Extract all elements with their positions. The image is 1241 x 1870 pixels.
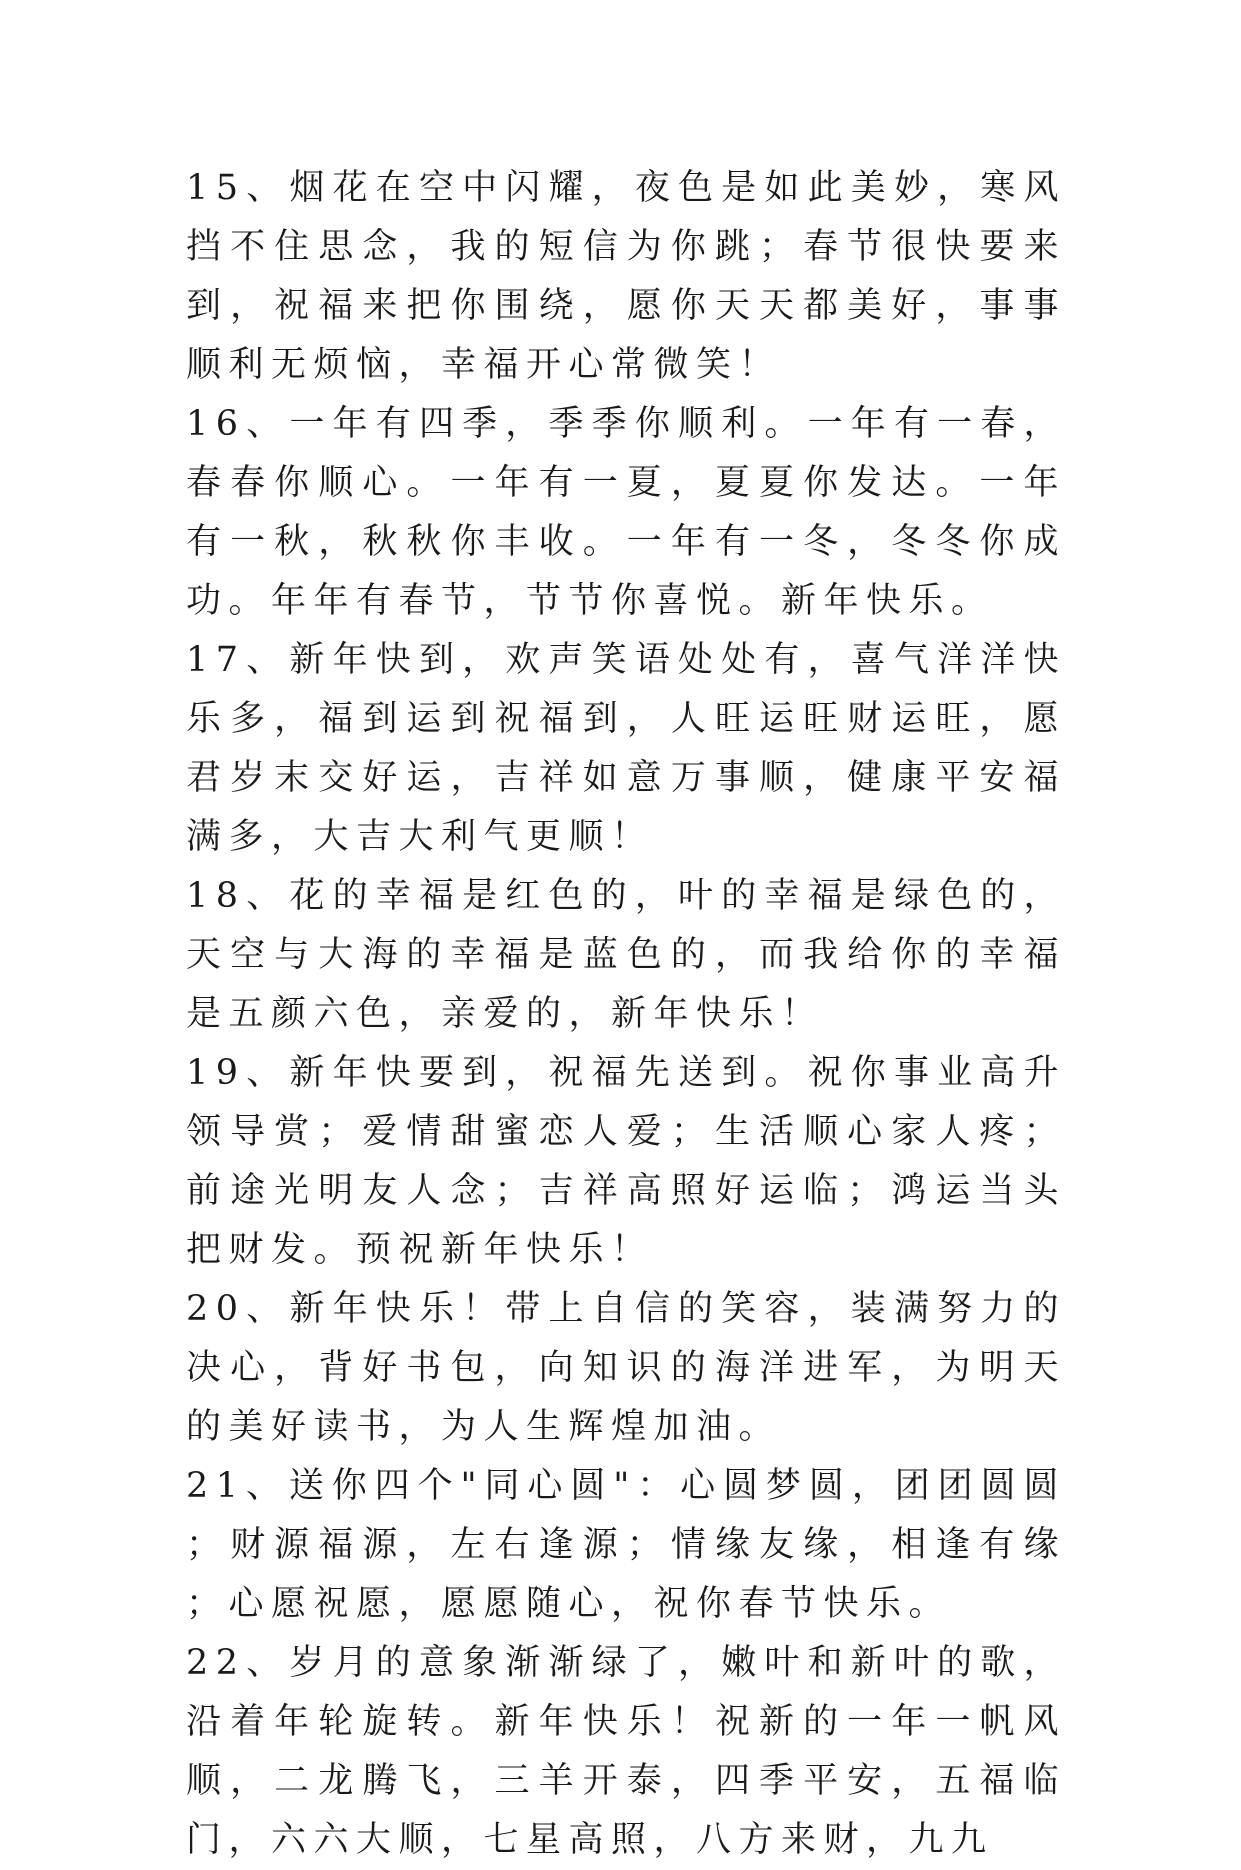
greeting-entry-17: 17、新年快到，欢声笑语处处有，喜气洋洋快乐多，福到运到祝福到，人旺运旺财运旺，愿君岁末交好运，吉祥如意万事顺，健康平安福满多，大吉大利气更顺！ [186, 640, 1066, 857]
greeting-entry-18: 18、花的幸福是红色的，叶的幸福是绿色的，天空与大海的幸福是蓝色的，而我给你的幸福是五颜六色，亲爱的，新年快乐！ [186, 876, 1066, 1034]
greeting-entry-20: 20、新年快乐！带上自信的笑容，装满努力的决心，背好书包，向知识的海洋进军，为明天的美好读书，为人生辉煌加油。 [186, 1289, 1066, 1447]
greeting-entry-21: 21、送你四个"同心圆"：心圆梦圆，团团圆圆；财源福源，左右逢源；情缘友缘，相逢有缘；心愿祝愿，愿愿随心，祝你春节快乐。 [186, 1466, 1066, 1624]
greeting-entry-19: 19、新年快要到，祝福先送到。祝你事业高升领导赏；爱情甜蜜恋人爱；生活顺心家人疼；前途光明友人念；吉祥高照好运临；鸿运当头把财发。预祝新年快乐！ [186, 1053, 1066, 1270]
greeting-entry-22: 22、岁月的意象渐渐绿了，嫩叶和新叶的歌，沿着年轮旋转。新年快乐！祝新的一年一帆风顺，二龙腾飞，三羊开泰，四季平安，五福临门，六六大顺，七星高照，八方来财，九九 [186, 1643, 1066, 1860]
document-body [186, 159, 1066, 1870]
greeting-entry-15: 15、烟花在空中闪耀，夜色是如此美妙，寒风挡不住思念，我的短信为你跳；春节很快要来到，祝福来把你围绕，愿你天天都美好，事事顺利无烦恼，幸福开心常微笑！ [186, 168, 1066, 385]
greeting-entry-16: 16、一年有四季，季季你顺利。一年有一春，春春你顺心。一年有一夏，夏夏你发达。一年有一秋，秋秋你丰收。一年有一冬，冬冬你成功。年年有春节，节节你喜悦。新年快乐。 [186, 404, 1066, 621]
